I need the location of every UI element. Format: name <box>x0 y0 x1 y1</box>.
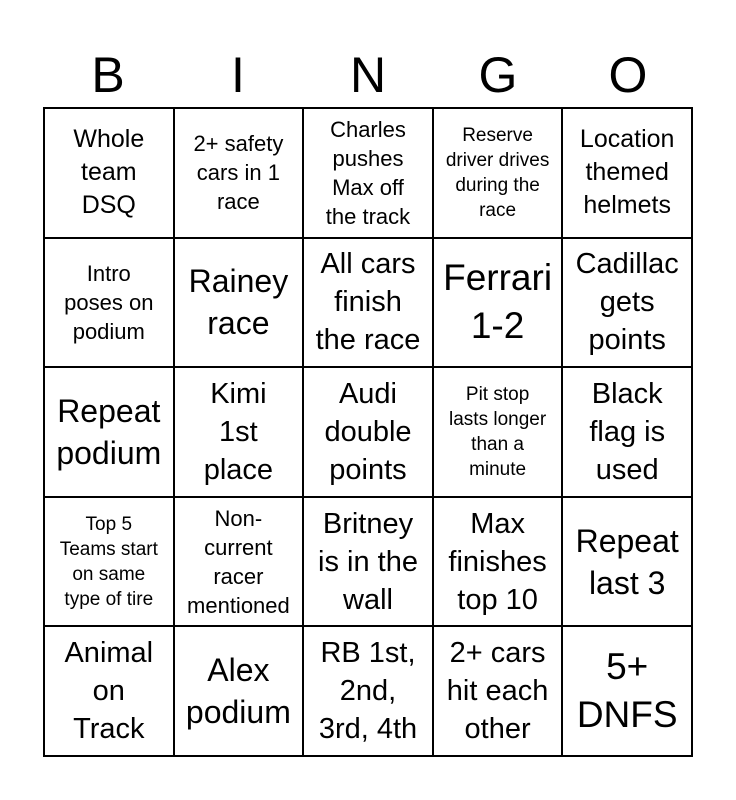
cell-text: Pit stop lasts longer than a minute <box>449 383 547 480</box>
bingo-cell[interactable] <box>562 108 692 238</box>
cell-text: Top 5 Teams start on same type of tire <box>59 513 158 610</box>
bingo-cell[interactable] <box>44 108 174 238</box>
bingo-cell[interactable] <box>303 626 433 756</box>
header-letter-i: I <box>231 47 245 103</box>
bingo-cell[interactable] <box>433 238 563 368</box>
bingo-cell[interactable] <box>433 626 563 756</box>
cell-text: 2+ safety cars in 1 race <box>193 131 284 215</box>
bingo-cell[interactable] <box>174 497 304 627</box>
bingo-cell[interactable] <box>433 108 563 238</box>
bingo-cell[interactable] <box>44 497 174 627</box>
bingo-cell[interactable] <box>174 108 304 238</box>
cell-text: Kimi 1st place <box>203 377 274 486</box>
cell-text: Location themed helmets <box>579 125 675 220</box>
cell-text: Whole team DSQ <box>73 125 145 220</box>
cell-text: Ferrari 1-2 <box>443 257 553 347</box>
cell-text: Repeat last 3 <box>575 522 679 601</box>
bingo-cell[interactable] <box>44 238 174 368</box>
cell-text: Britney is in the wall <box>318 507 418 616</box>
bingo-cell[interactable] <box>303 238 433 368</box>
bingo-cell[interactable] <box>174 626 304 756</box>
bingo-cell[interactable] <box>562 497 692 627</box>
cell-text: Cadillac gets points <box>575 248 679 357</box>
cell-text: Animal on Track <box>64 637 154 746</box>
bingo-cell[interactable] <box>174 238 304 368</box>
cell-text: Black flag is used <box>589 377 666 486</box>
cell-text: All cars finish the race <box>315 248 421 357</box>
bingo-header <box>43 46 693 104</box>
cell-text: 2+ cars hit each other <box>446 637 549 746</box>
bingo-cell[interactable] <box>303 367 433 497</box>
bingo-cell[interactable] <box>44 367 174 497</box>
bingo-cell[interactable] <box>433 497 563 627</box>
header-letter-o: O <box>608 47 648 103</box>
cell-text: Intro poses on podium <box>64 260 154 344</box>
header-letter-n: N <box>349 47 387 103</box>
cell-text: Max finishes top 10 <box>448 507 547 616</box>
cell-text: Audi double points <box>324 377 412 486</box>
header-letter-g: G <box>478 47 518 103</box>
cell-text: RB 1st, 2nd, 3rd, 4th <box>318 637 418 746</box>
cell-text: Reserve driver drives during the race <box>445 124 550 221</box>
header-letter-b: B <box>91 47 125 103</box>
cell-text: Non- current racer mentioned <box>187 505 290 618</box>
cell-text: Rainey race <box>188 263 289 342</box>
bingo-cell[interactable] <box>303 108 433 238</box>
bingo-cell[interactable] <box>303 497 433 627</box>
cell-text: Charles pushes Max off the track <box>325 116 411 229</box>
bingo-cell[interactable] <box>174 367 304 497</box>
bingo-cell[interactable] <box>433 367 563 497</box>
bingo-cell[interactable] <box>44 626 174 756</box>
bingo-grid <box>43 107 693 757</box>
bingo-cell[interactable] <box>562 367 692 497</box>
cell-text: 5+ DNFS <box>576 646 678 736</box>
bingo-cell[interactable] <box>562 626 692 756</box>
cell-text: Repeat podium <box>56 392 162 471</box>
cell-text: Alex podium <box>185 652 291 731</box>
bingo-cell[interactable] <box>562 238 692 368</box>
